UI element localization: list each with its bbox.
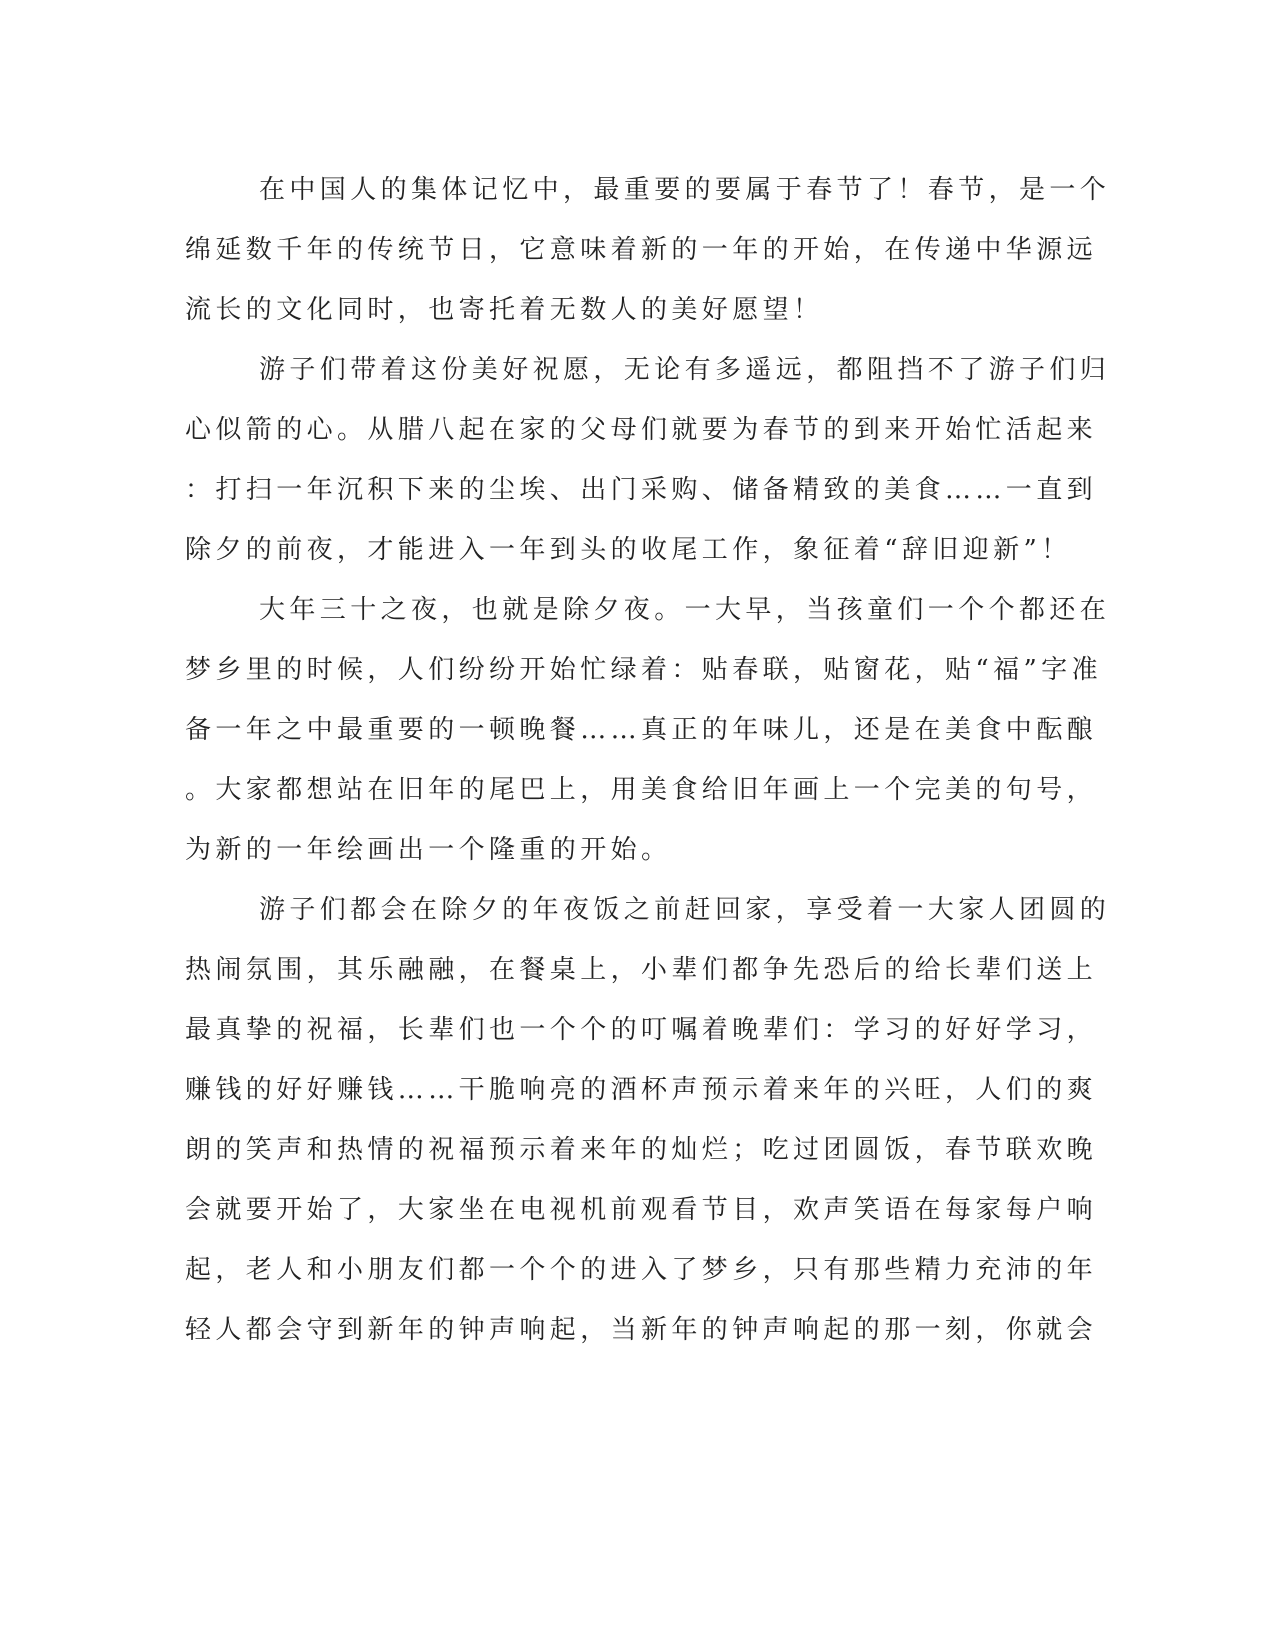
paragraph-4-line-5: 朗的笑声和热情的祝福预示着来年的灿烂；吃过团圆饭，春节联欢晚: [185, 1135, 1098, 1165]
paragraph-2-line-1: 游子们带着这份美好祝愿，无论有多遥远，都阻挡不了游子们归: [259, 355, 1111, 385]
paragraph-3-line-2: 梦乡里的时候，人们纷纷开始忙绿着：贴春联，贴窗花，贴“福”字准: [185, 655, 1102, 685]
paragraph-3-line-5: 为新的一年绘画出一个隆重的开始。: [185, 835, 672, 865]
paragraph-3-line-1: 大年三十之夜，也就是除夕夜。一大早，当孩童们一个个都还在: [259, 595, 1111, 625]
paragraph-2-line-4: 除夕的前夜，才能进入一年到头的收尾工作，象征着“辞旧迎新”！: [185, 535, 1072, 565]
paragraph-1-line-2: 绵延数千年的传统节日，它意味着新的一年的开始，在传递中华源远: [185, 235, 1098, 265]
article-body: [185, 160, 1111, 1360]
paragraph-4-line-3: 最真挚的祝福，长辈们也一个个的叮嘱着晚辈们：学习的好好学习，: [185, 1015, 1098, 1045]
paragraph-4-line-4: 赚钱的好好赚钱……干脆响亮的酒杯声预示着来年的兴旺，人们的爽: [185, 1075, 1098, 1105]
paragraph-1-line-1: 在中国人的集体记忆中，最重要的要属于春节了！春节，是一个: [259, 175, 1111, 205]
paragraph-2-line-2: 心似箭的心。从腊八起在家的父母们就要为春节的到来开始忙活起来: [185, 415, 1098, 445]
paragraph-4-line-8: 轻人都会守到新年的钟声响起，当新年的钟声响起的那一刻，你就会: [185, 1315, 1098, 1345]
paragraph-4-line-1: 游子们都会在除夕的年夜饭之前赶回家，享受着一大家人团圆的: [259, 895, 1111, 925]
paragraph-3-line-3: 备一年之中最重要的一顿晚餐……真正的年味儿，还是在美食中酝酿: [185, 715, 1098, 745]
paragraph-1-line-3: 流长的文化同时，也寄托着无数人的美好愿望！: [185, 295, 824, 325]
paragraph-2-line-3: ：打扫一年沉积下来的尘埃、出门采购、储备精致的美食……一直到: [185, 475, 1098, 505]
paragraph-4-line-7: 起，老人和小朋友们都一个个的进入了梦乡，只有那些精力充沛的年: [185, 1255, 1098, 1285]
paragraph-3-line-4: 。大家都想站在旧年的尾巴上，用美食给旧年画上一个完美的句号，: [185, 775, 1098, 805]
paragraph-4-line-2: 热闹氛围，其乐融融，在餐桌上，小辈们都争先恐后的给长辈们送上: [185, 955, 1098, 985]
paragraph-4-line-6: 会就要开始了，大家坐在电视机前观看节目，欢声笑语在每家每户响: [185, 1195, 1098, 1225]
